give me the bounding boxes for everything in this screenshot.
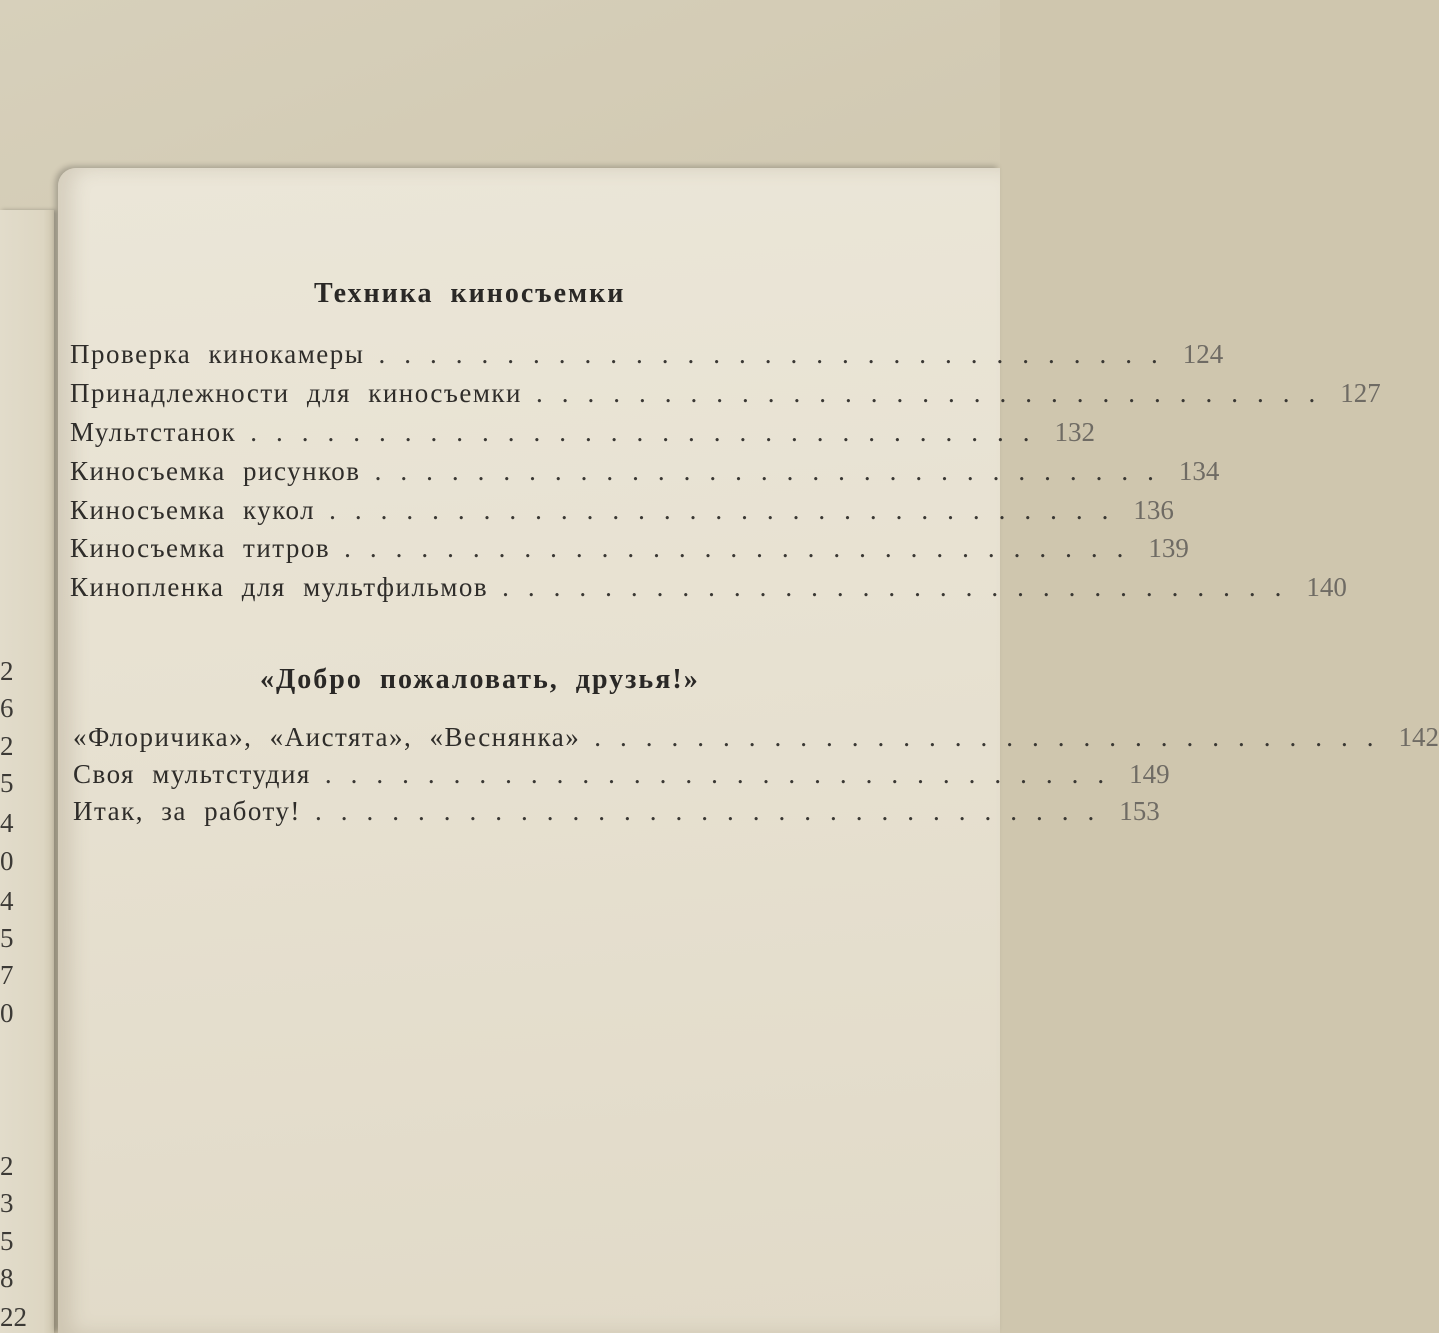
- toc-entry: [70, 339, 1224, 373]
- dot-leader: ...............................: [314, 796, 1114, 826]
- left-page-edge: [0, 210, 54, 1333]
- dot-leader: ...............................: [250, 417, 1049, 447]
- toc-entry: [70, 456, 1220, 490]
- toc-entry-label: Киносъемка рисунков: [70, 456, 361, 486]
- toc-entry-page: 140: [1306, 572, 1347, 602]
- toc-entry: [73, 722, 1439, 756]
- toc-entry-label: Проверка кинокамеры: [70, 339, 365, 369]
- dot-leader: ...............................: [329, 495, 1128, 525]
- dot-leader: ...............................: [502, 572, 1301, 602]
- toc-entry: [70, 378, 1381, 412]
- toc-entry: [70, 495, 1174, 529]
- left-page-number: 5: [0, 923, 14, 953]
- left-page-number: 22: [0, 1302, 27, 1332]
- toc-entry: [70, 572, 1347, 606]
- dot-leader: ...............................: [536, 378, 1335, 408]
- toc-entry: [70, 417, 1095, 451]
- toc-entry-page: 139: [1148, 533, 1189, 563]
- left-page-number: 0: [0, 998, 14, 1028]
- left-page-number: 4: [0, 808, 14, 838]
- toc-entry-label: Своя мультстудия: [73, 759, 311, 789]
- left-page-number: 3: [0, 1188, 14, 1218]
- section-title: Техника киносъемки: [314, 278, 626, 309]
- left-page-number: 7: [0, 960, 14, 990]
- dot-leader: ...............................: [374, 456, 1173, 486]
- left-page-number: 5: [0, 1226, 14, 1256]
- left-page-number: 2: [0, 656, 14, 686]
- toc-entry: [73, 796, 1160, 830]
- left-page-number: 8: [0, 1263, 14, 1293]
- toc-entry-page: 127: [1340, 378, 1381, 408]
- left-page-number: 4: [0, 886, 14, 916]
- toc-entry-label: «Флоричика», «Аистята», «Веснянка»: [73, 722, 581, 752]
- left-page-number: 2: [0, 731, 14, 761]
- toc-entry-label: Итак, за работу!: [73, 796, 301, 826]
- toc-entry-label: Принадлежности для киносъемки: [70, 378, 522, 408]
- dot-leader: ...............................: [594, 722, 1393, 752]
- toc-entry-page: 149: [1129, 759, 1170, 789]
- toc-entry-page: 153: [1119, 796, 1160, 826]
- toc-entry-page: 136: [1133, 495, 1174, 525]
- left-page-number: 5: [0, 768, 14, 798]
- dot-leader: ...............................: [378, 339, 1177, 369]
- left-page-number: 6: [0, 693, 14, 723]
- toc-entry-page: 124: [1182, 339, 1224, 369]
- left-page-number: 0: [0, 846, 14, 876]
- dot-leader: ...............................: [324, 759, 1124, 789]
- left-page-number: 2: [0, 1151, 14, 1181]
- toc-entry-label: Киносъемка титров: [70, 533, 331, 563]
- toc-entry-label: Кинопленка для мультфильмов: [70, 572, 489, 602]
- toc-entry: [70, 533, 1189, 567]
- section-title: «Добро пожаловать, друзья!»: [260, 664, 700, 695]
- toc-entry-page: 142: [1398, 722, 1439, 752]
- toc-entry-label: Мультстанок: [70, 417, 237, 447]
- dot-leader: ...............................: [344, 533, 1143, 563]
- toc-entry-label: Киносъемка кукол: [70, 495, 316, 525]
- toc-entry-page: 134: [1178, 456, 1220, 486]
- toc-entry-page: 132: [1054, 417, 1095, 447]
- toc-entry: [73, 759, 1170, 793]
